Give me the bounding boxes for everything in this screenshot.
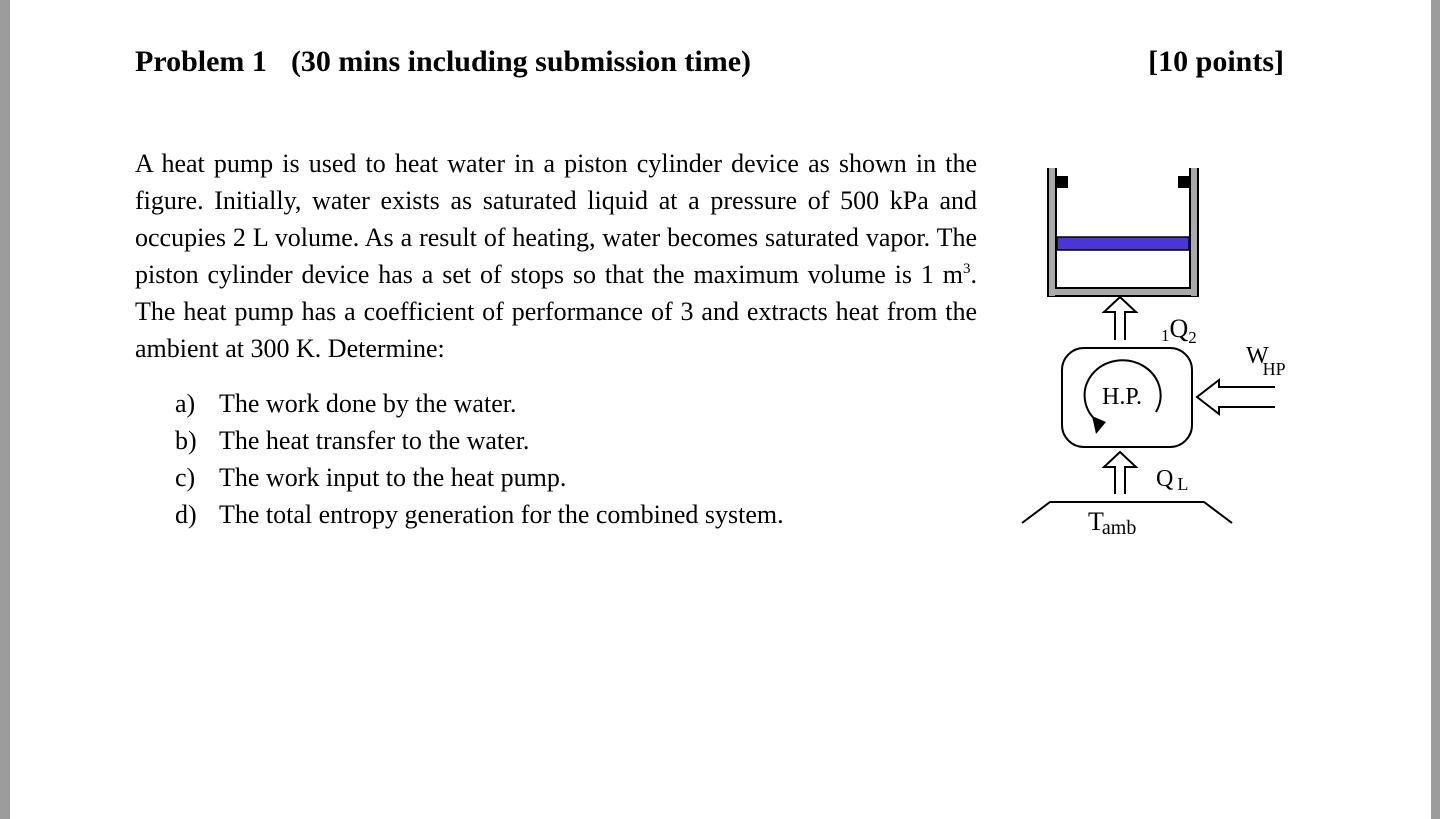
volume-exponent: 3 xyxy=(963,261,971,277)
cylinder-wall-left-fill xyxy=(1049,168,1055,296)
question-list xyxy=(175,385,784,533)
question-label: b) xyxy=(175,426,197,455)
problem-label: Problem 1 xyxy=(135,45,267,78)
statement-text-part2: . The heat pump has a coefficient of performance of 3 and extracts heat from the ambient at 300 K. Determine: xyxy=(135,260,977,363)
q12-label: 1Q2 xyxy=(1161,314,1197,347)
problem-duration: (30 mins including submission time) xyxy=(290,45,752,78)
question-item xyxy=(175,459,784,496)
question-text: The total entropy generation for the combined system. xyxy=(219,500,784,529)
question-text: The work done by the water. xyxy=(219,389,517,418)
cylinder-wall xyxy=(1048,168,1198,296)
whp-label: WHP xyxy=(1246,343,1286,379)
ql-label: Q L xyxy=(1156,466,1189,494)
question-text: The heat transfer to the water. xyxy=(219,426,530,455)
question-label: d) xyxy=(175,500,197,529)
heat-pump-figure xyxy=(1008,160,1298,550)
work-arrow-whp xyxy=(1197,380,1275,414)
heat-pump-diagram xyxy=(1008,160,1298,550)
question-label: c) xyxy=(175,463,196,492)
problem-statement xyxy=(135,145,977,367)
question-item xyxy=(175,422,784,459)
question-text: The work input to the heat pump. xyxy=(219,463,567,492)
viewer-margin-right xyxy=(1431,0,1440,819)
cylinder-wall-bottom-fill xyxy=(1049,289,1197,295)
heat-arrow-q12 xyxy=(1104,297,1136,340)
document-page xyxy=(10,0,1431,819)
tamb-label: Tamb xyxy=(1088,507,1137,539)
piston-stop-right xyxy=(1178,176,1190,188)
piston xyxy=(1057,237,1189,250)
statement-text-part1: A heat pump is used to heat water in a piston cylinder device as shown in the figure. Initially, water exists as saturated liquid at a pressure of 500 kPa and occupies 2 L volume. As a result of heating, water becomes saturated vapor. The piston cylinder device has a set of stops so that the maximum volume is 1 m xyxy=(135,149,977,289)
heat-arrow-ql xyxy=(1104,452,1136,494)
question-item xyxy=(175,385,784,422)
question-item xyxy=(175,496,784,533)
problem-points: [10 points] xyxy=(1148,45,1284,78)
problem-title xyxy=(135,42,751,82)
cylinder-wall-right-fill xyxy=(1191,168,1197,296)
viewer-margin-left xyxy=(0,0,10,819)
cylinder-wall-inner xyxy=(1056,168,1190,288)
question-label: a) xyxy=(175,389,196,418)
piston-stop-left xyxy=(1056,176,1068,188)
hp-label: H.P. xyxy=(1102,384,1143,410)
